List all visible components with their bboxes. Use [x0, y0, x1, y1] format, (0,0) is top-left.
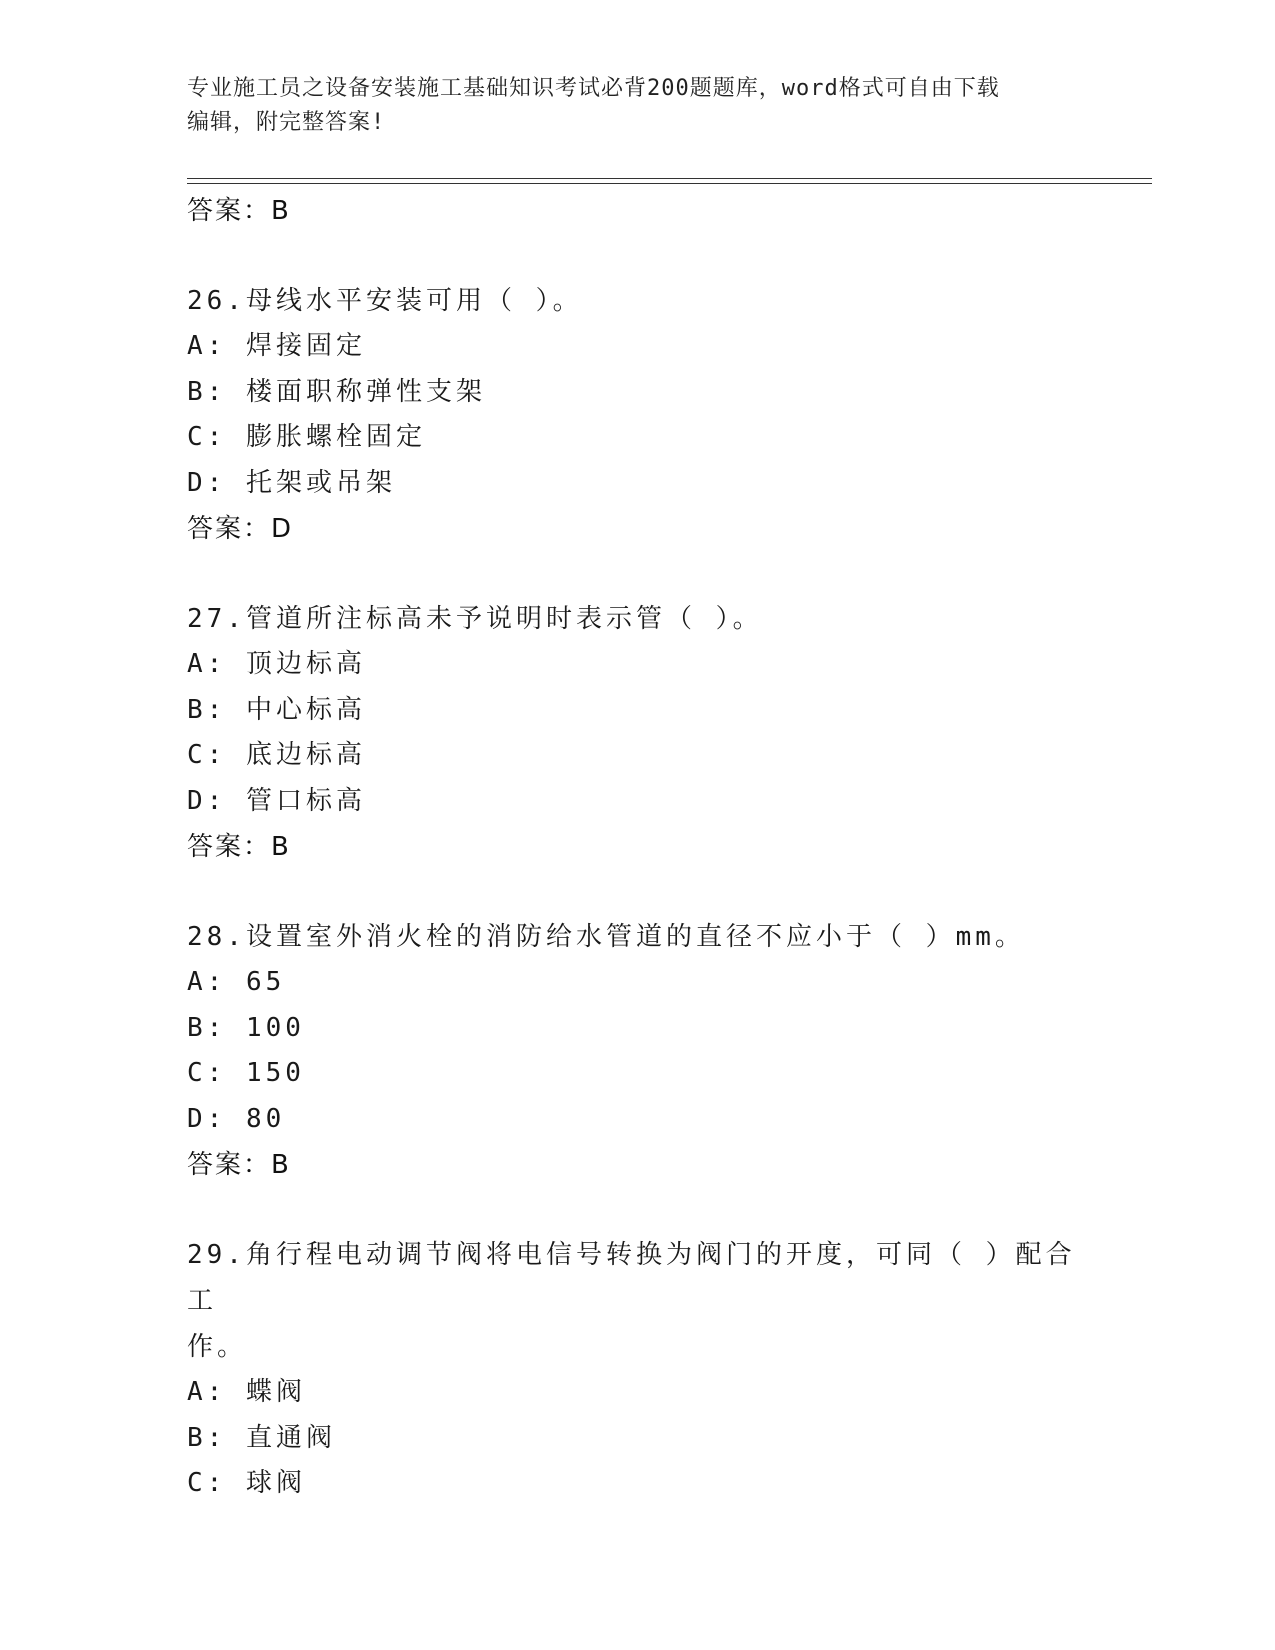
option-b: B: 100: [187, 1012, 305, 1043]
document-header: [187, 72, 1087, 140]
option-b: B: 直通阀: [187, 1422, 336, 1453]
question-list: [187, 188, 1087, 1507]
option-a: A: 65: [187, 967, 286, 997]
option-c: C: 底边标高: [187, 740, 366, 770]
question-29: [187, 1232, 1087, 1507]
option-d: D: 80: [187, 1103, 286, 1134]
question-stem: 28.设置室外消火栓的消防给水管道的直径不应小于（ ）mm。: [187, 922, 1025, 952]
header-line-2: 编辑，附完整答案!: [187, 110, 386, 135]
option-d: D: 托架或吊架: [187, 467, 396, 498]
header-rule-bottom: [187, 183, 1152, 184]
option-d: D: 管口标高: [187, 785, 366, 816]
question-stem: 26.母线水平安装可用（ ）。: [187, 286, 583, 316]
option-b: B: 中心标高: [187, 694, 366, 725]
answer: 答案：B: [187, 832, 291, 862]
question-26: [187, 278, 1087, 552]
question-27: [187, 596, 1087, 870]
option-a: A: 蝶阀: [187, 1377, 306, 1407]
question-stem-line-1: 29.角行程电动调节阀将电信号转换为阀门的开度，可同（ ）配合工: [187, 1240, 1076, 1316]
question-stem: 27.管道所注标高未予说明时表示管（ ）。: [187, 604, 763, 634]
header-rule-top: [187, 178, 1152, 179]
answer: 答案：D: [187, 514, 294, 544]
option-a: A: 顶边标高: [187, 649, 366, 679]
question-28: [187, 914, 1087, 1188]
answer: 答案：B: [187, 1150, 291, 1180]
header-line-1: 专业施工员之设备安装施工基础知识考试必背200题题库，word格式可自由下载: [187, 76, 1000, 101]
option-b: B: 楼面职称弹性支架: [187, 376, 486, 407]
option-c: C: 150: [187, 1058, 305, 1088]
option-c: C: 膨胀螺栓固定: [187, 422, 426, 452]
answer-previous: 答案：B: [187, 196, 291, 226]
option-c: C: 球阀: [187, 1468, 306, 1498]
question-stem-line-2: 作。: [187, 1332, 248, 1362]
option-a: A: 焊接固定: [187, 331, 366, 361]
